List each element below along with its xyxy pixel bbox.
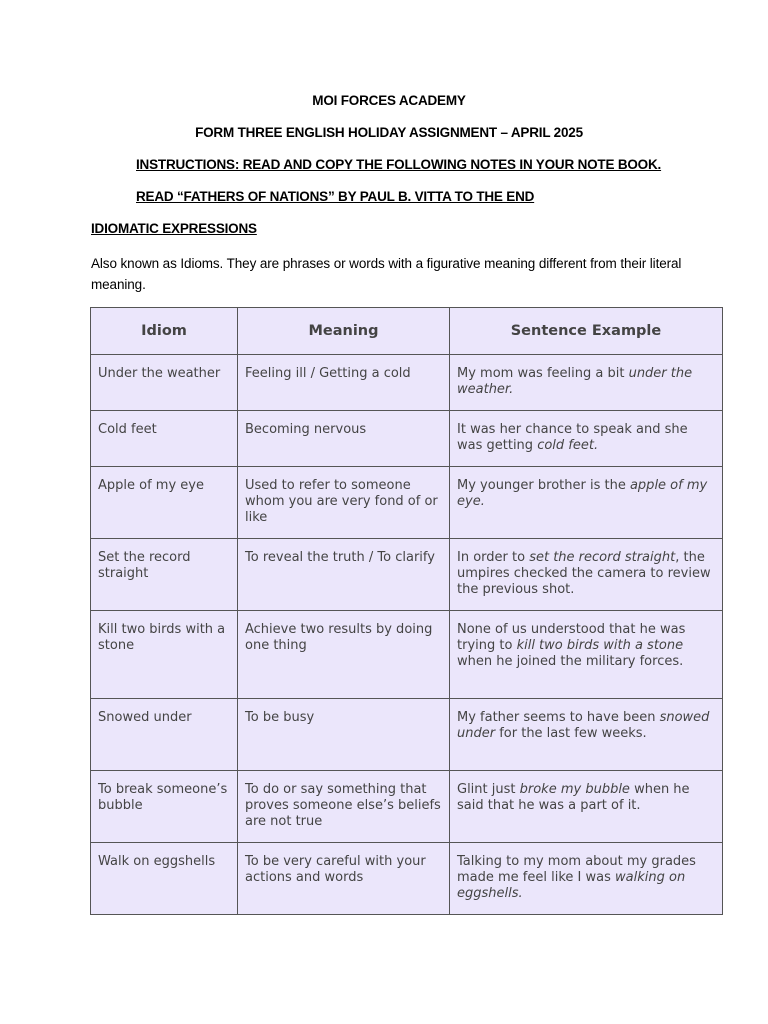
meaning-cell: Achieve two results by doing one thing [238,611,450,699]
idiom-cell: Walk on eggshells [91,843,238,915]
idiom-highlight: kill two birds with a stone [516,638,684,653]
idiom-cell: Kill two birds with a stone [91,611,238,699]
table-row [91,699,723,771]
example-text: In order to [457,550,530,565]
school-name: MOI FORCES ACADEMY [312,93,466,108]
example-cell [450,355,723,411]
idiom-highlight: under the weather. [457,366,693,397]
section-heading: IDIOMATIC EXPRESSIONS [91,221,257,236]
idiom-cell: Snowed under [91,699,238,771]
idiom-cell: Apple of my eye [91,467,238,539]
example-text: when he joined the military forces. [457,654,684,669]
example-cell [450,771,723,843]
idiom-cell: Set the record straight [91,539,238,611]
table-row [91,843,723,915]
instruction-copy-notes: INSTRUCTIONS: READ AND COPY THE FOLLOWING NOTES IN YOUR NOTE BOOK. [136,157,662,172]
table-header-row [91,308,723,355]
idiom-cell: Cold feet [91,411,238,467]
meaning-cell: Becoming nervous [238,411,450,467]
example-text: for the last few weeks. [495,726,647,741]
meaning-cell: To reveal the truth / To clarify [238,539,450,611]
example-text: when he said that he was a part of it. [457,782,690,813]
example-cell [450,843,723,915]
example-cell [450,611,723,699]
column-header-example: Sentence Example [450,308,723,355]
example-cell [450,467,723,539]
assignment-title: FORM THREE ENGLISH HOLIDAY ASSIGNMENT – APRIL 2025 [195,125,583,140]
column-header-meaning: Meaning [238,308,450,355]
meaning-cell: To be very careful with your actions and words [238,843,450,915]
idiom-cell: To break someone’s bubble [91,771,238,843]
idiom-highlight: cold feet. [537,438,599,453]
example-text: My younger brother is the [457,478,630,493]
example-text: Glint just [457,782,520,797]
example-text: It was her chance to speak and she was getting [457,422,688,453]
idioms-table [90,307,723,915]
idiom-highlight: walking on eggshells. [457,870,686,901]
example-text: My mom was feeling a bit [457,366,629,381]
example-text: Talking to my mom about my grades made me feel like I was [457,854,696,885]
idiom-cell: Under the weather [91,355,238,411]
meaning-cell: Feeling ill / Getting a cold [238,355,450,411]
idiom-highlight: apple of my eye. [457,478,708,509]
column-header-idiom: Idiom [91,308,238,355]
section-intro: Also known as Idioms. They are phrases or words with a figurative meaning different from their literal meaning. [91,256,682,292]
idiom-highlight: snowed under [457,710,710,741]
meaning-cell: To be busy [238,699,450,771]
example-cell [450,539,723,611]
example-text: My father seems to have been [457,710,660,725]
meaning-cell: To do or say something that proves someone else’s beliefs are not true [238,771,450,843]
table-row [91,611,723,699]
table-row [91,539,723,611]
example-text: , the umpires checked the camera to review the previous shot. [457,550,711,597]
meaning-cell: Used to refer to someone whom you are very fond of or like [238,467,450,539]
idiom-highlight: broke my bubble [519,782,630,797]
idiom-highlight: set the record straight [529,550,676,565]
example-cell [450,411,723,467]
table-body [91,355,723,915]
example-cell [450,699,723,771]
table-row [91,771,723,843]
example-text: None of us understood that he was trying to [457,622,686,653]
table-row [91,355,723,411]
table-row [91,411,723,467]
table-row [91,467,723,539]
instruction-read-book: READ “FATHERS OF NATIONS” BY PAUL B. VITTA TO THE END [136,189,535,204]
